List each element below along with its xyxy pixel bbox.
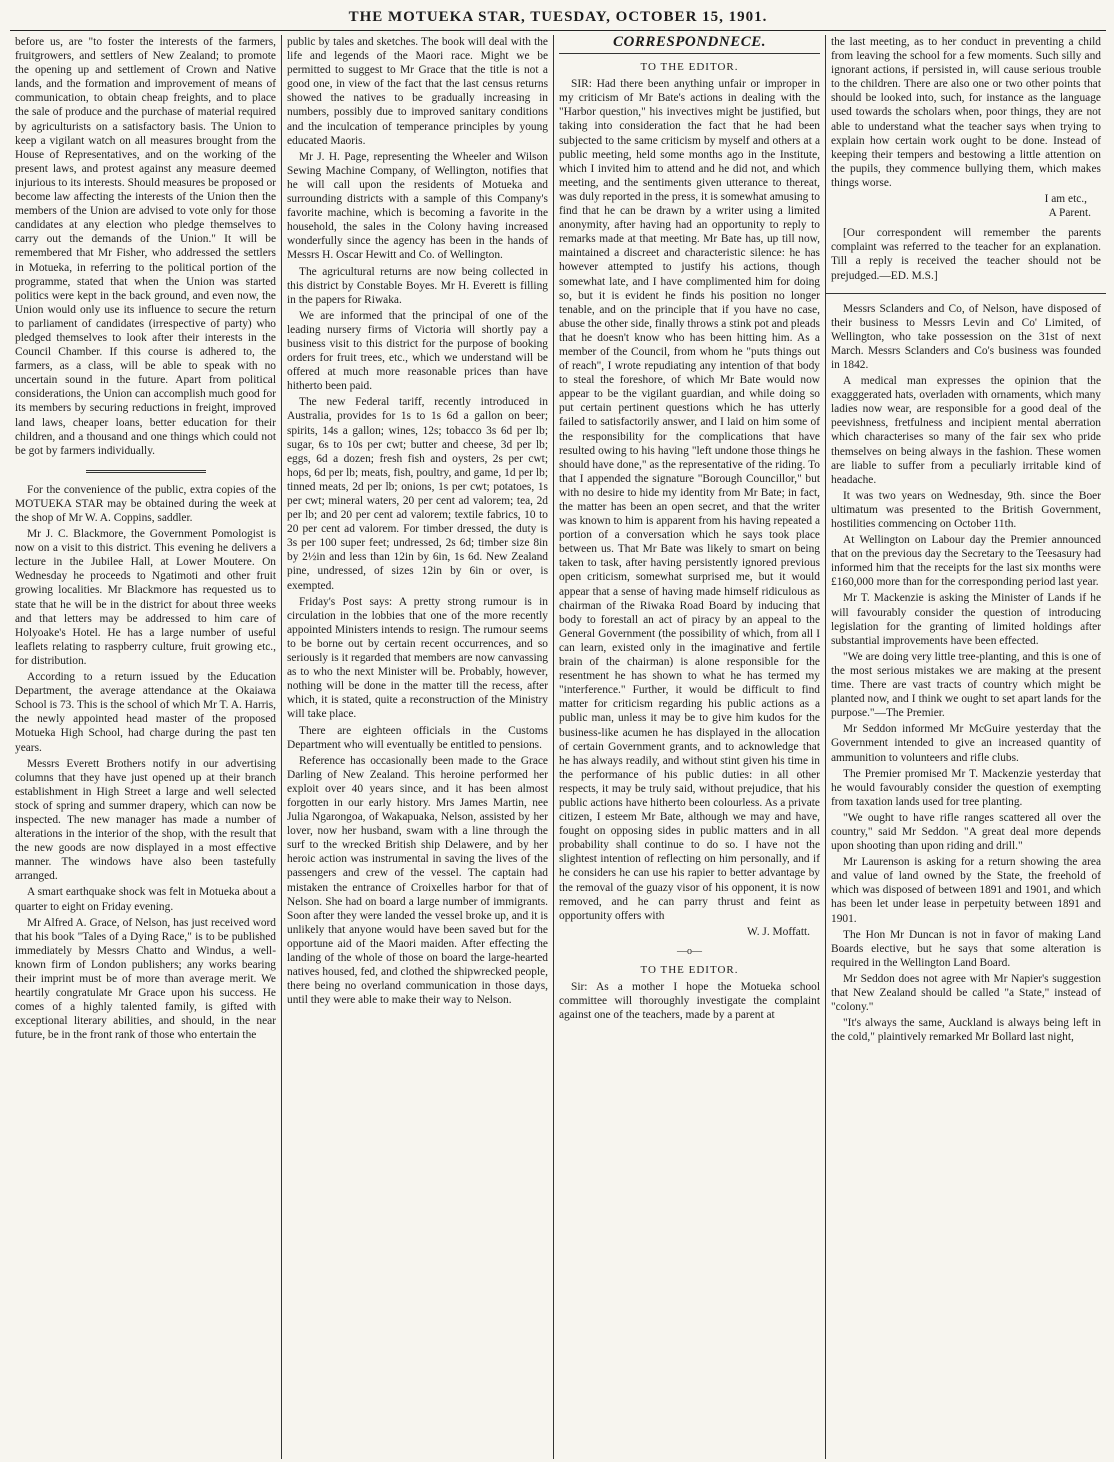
letter-signature: W. J. Moffatt. (747, 925, 810, 938)
article-everett-brothers: Messrs Everett Brothers notify in our advertising columns that they have just opened up at their branch establishment in High Street a large and well selected stock of spring and summer drapery, which can now be inspected. The new manager has made a number of alterations in the interior of the shop, with the result that the new goods are now displayed in a most effective manner. The windows have also been tastefully arranged. (15, 757, 276, 883)
column-4 (826, 35, 1106, 1459)
article-auckland: "It's always the same, Auckland is always being left in the cold," plaintively remarked Mr Bollard last night, (831, 1017, 1101, 1044)
article-extra-copies: For the convenience of the public, extra copies of the MOTUEKA STAR may be obtained during the week at the shop of Mr W. A. Coppins, saddler. (15, 483, 276, 524)
article-grace-book-cont: public by tales and sketches. The book will deal with the life and legends of the Maori race. Might we be permitted to suggest to Mr Grace that the title is not a good one, in view of the fact that the last census returns showed the natives to be gradually increasing in numbers, possibly due to improved sanitary conditions and the inculcation of temperance principles by young educated Maoris. (287, 36, 548, 147)
letter-signature: A Parent. (1048, 207, 1091, 220)
divider-mark: —o— (677, 945, 702, 957)
article-tree-planting: "We are doing very little tree-planting, and this is one of the most serious mistakes we are making at the present time. There are vast tracts of country which might be planted now, and I think we ought to set apart lands for the purpose."—The Premier. (831, 650, 1101, 720)
letter-parent: Sir: As a mother I hope the Motueka school committee will thoroughly investigate the complaint against one of the teachers, made by a parent at (559, 981, 820, 1022)
article-state-name: Mr Seddon does not agree with Mr Napier's suggestion that New Zealand should be called "a State," instead of "colony." (831, 972, 1101, 1014)
article-boer-ultimatum: It was two years on Wednesday, 9th. since the Boer ultimatum was presented to the British Government, hostilities commencing on October 11th. (831, 489, 1101, 530)
article-federal-tariff: The new Federal tariff, recently introduced in Australia, provides for 1s to 1s 6d a gallon on beer; spirits, 14s a gallon; wines, 12s; tobacco 3s 6d per lb; sugar, 6s to 10s per cwt; butter and cheese, 3d per lb; eggs, 6d a dozen; fresh fish and oysters, 2s per cwt; hops, 6d per lb; meats, fish, poultry, and game, 1d per lb; tinned meats, 2d per lb; onions, 1s per cwt; potatoes, 1s per cwt; mineral waters, 20 per cent ad valorem; tea, 2d per lb; and 20 per cent ad valorem; textile fabrics, 10 to 20 per cent ad valorem. For timber dressed, the duty is 3s per 100 super feet; undressed, 2s 6d; timber size 8in by 2½in and less than 12in by 6in, 1s 6d. New Zealand pine, undressed, of sizes 12in by 6in or over, is exempted. (287, 396, 548, 592)
article-hats-headache: A medical man expresses the opinion that the exagggerated hats, overladen with ornaments, which many ladies now wear, are responsible for a good deal of the peevishness, fretfulness and incipient mental aberration which characterises so many of the fair sex who pride themselves on being always in the fashion. These women are liable to suffer from a peculiarly irritable kind of headache. (831, 375, 1101, 486)
article-sclanders: Messrs Sclanders and Co, of Nelson, have disposed of their business to Messrs Levin and Co' Limited, of Wellington, who take possession on the 31st of next March. Messrs Sclanders and Co's business was founded in 1842. (831, 302, 1101, 371)
article-rifle-ranges: "We ought to have rifle ranges scattered all over the country," said Mr Seddon. "A great deal more depends upon shooting than upon riding and drill." (831, 811, 1101, 853)
column-3 (554, 35, 826, 1459)
article-tree-taxation: The Premier promised Mr T. Mackenzie yesterday that he would favourably consider the question of exempting from taxation lands used for tree planting. (831, 767, 1101, 808)
article-farmers-union-cont: before us, are "to foster the interests of the farmers, fruitgrowers, and settlers of New Zealand; to promote the opening up and settlement of Crown and Native lands, and the formation and improvement of means of communication, to obtain cheap freights, and to place the sale of produce and the purchase of material required by agriculturists on a satisfactory basis. The Union to keep a vigilant watch on all measures brought from the House of Representatives, and on the working of the present laws, and protest against any measure deemed injurious to its interests. Should measures be proposed or become law affecting the interests of the Union then the members of the Union are advised to vote only for those candidates at any election who pledge themselves to carry out the demands of the Union." It will be remembered that Mr Fisher, who addressed the settlers in Motueka, in referring to the political portion of the programme, stated that when the Union was started politics were kept in the back ground, and even now, the Union would only use its influence to secure the return to parliament of candidates (irrespective of party) who pledged themselves to look after their interests in the Council Chamber. If this course is adhered to, the farmers, as a class, will be able to speak with no uncertain sound in the future. Apart from political considerations, the Union can accomplish much good for its members by securing reductions in freight, improved land laws, cheaper loans, better education for their children, and a thousand and one things which could not be got by farmers individually. (15, 36, 276, 457)
letter-closing: I am etc., (1044, 193, 1087, 206)
article-land-boards: The Hon Mr Duncan is not in favor of making Land Boards elective, but he says that some alteration is required in the Wellington Land Board. (831, 928, 1101, 969)
article-treasury-receipts: At Wellington on Labour day the Premier announced that on the previous day the Secretary to the Teesasury had informed him that the receipts for the last six months were £160,000 more than for the corresponding period last year. (831, 534, 1101, 589)
masthead: THE MOTUEKA STAR, TUESDAY, OCTOBER 15, 1901. (10, 4, 1106, 31)
letter-parent-cont: the last meeting, as to her conduct in preventing a child from leaving the school for a few moments. Such silly and ignorant actions, if persisted in, will cause serious trouble to the children. There are also one or two other points that should be looked into, such, for instance as the language used towards the scholars when, poor things, they are not able to understand what the teacher says when trying to explain how certain work ought to be done. Instead of keeping their tempers and bestowing a little attention on the pupils, they commence bullying them, which makes things worse. (831, 36, 1101, 189)
letter-heading: TO THE EDITOR. (640, 61, 739, 74)
editor-note: [Our correspondent will remember the parents complaint was referred to the teacher for an explanation. Till a reply is received the teacher should not be prejudged.—ED. M.S.] (831, 227, 1101, 282)
column-divider-rule (86, 470, 206, 473)
article-grace-book: Mr Alfred A. Grace, of Nelson, has just received word that his book "Tales of a Dying Race," is to be published immediately by Messrs Chatto and Windus, a well-known firm of London publishers; any works bearing their imprint must be of more than average merit. We heartily congratulate Mr Grace upon his success. He comes of a highly talented family, is gifted with exceptional literary abilities, and should, in the near future, be in the front rank of those who entertain the (15, 916, 276, 1042)
article-customs-pensions: There are eighteen officials in the Customs Department who will eventually be entitled to pensions. (287, 724, 548, 751)
section-title-correspondence: CORRESPONDNECE. (559, 35, 820, 54)
article-agricultural-returns: The agricultural returns are now being collected in this district by Constable Boyes. Mr H. Everett is filling in the papers for Riwaka. (287, 265, 548, 306)
article-sewing-machine: Mr J. H. Page, representing the Wheeler and Wilson Sewing Machine Company, of Wellington, notifies that he will call upon the residents of Motueka and surrounding districts with a sample of this Company's favorite machine, which is becoming a favorite in the household, the sales in the Colony having increased wonderfully since the agency has been in the hands of Messrs H. Oscar Hewitt and Co. of Wellington. (287, 150, 548, 262)
article-okaiawa-school: According to a return issued by the Education Department, the average attendance at the Okaiawa School is 73. This is the school of which Mr T. A. Harris, the newly appointed head master of the proposed Motueka High School, had charge during the past ten years. (15, 671, 276, 754)
column-2 (282, 35, 554, 1459)
article-blackmore-visit: Mr J. C. Blackmore, the Government Pomologist is now on a visit to this district. This evening he delivers a lecture in the Jubilee Hall, at Lower Moutere. On Wednesday he proceeds to Ngatimoti and other fruit growing localities. Mr Blackmore has requested us to state that he will be in the district for about three weeks and that letters may be addressed to him care of Holyoake's Hotel. He has a large number of useful leaflets relating to raspberry culture, fruit growing etc., for distribution. (15, 528, 276, 667)
article-nursery-firm: We are informed that the principal of one of the leading nursery firms of Victoria will shortly pay a business visit to this district for the purpose of booking orders for fruit trees, etc., which we understand will be offered at much more reasonable prices than have hitherto been paid. (287, 309, 548, 393)
article-earthquake: A smart earthquake shock was felt in Motueka about a quarter to eight on Friday evening. (15, 886, 276, 913)
article-minister-rumour: Friday's Post says: A pretty strong rumour is in circulation in the lobbies that one of the more recently appointed Ministers intends to resign. The rumour seems to be borne out by certain recent occurrences, and so seriously is it regarded that members are now canvassing as to who the next Minister will be. Probably, however, nothing will be done in the matter till the recess, after which, it is stated, quite a reconstruction of the Ministry will take place. (287, 595, 548, 721)
article-laurenson-return: Mr Laurenson is asking for a return showing the area and value of land owned by the State, the freehold of which was disposed of between 1891 and 1901, and which has been let under lease in perpetuity between 1891 and 1901. (831, 856, 1101, 925)
article-ammunition: Mr Seddon informed Mr McGuire yesterday that the Government intended to give an increased quantity of ammunition to volunteers and rifle clubs. (831, 723, 1101, 764)
letter-heading: TO THE EDITOR. (640, 964, 739, 976)
column-1 (10, 35, 282, 1459)
letter-moffatt: SIR: Had there been anything unfair or improper in my criticism of Mr Bate's actions in dealing with the "Harbor question," his invectives might be justified, but taking into consideration the fact that he had been subjected to the same criticism by myself and others at a public meeting, held some months ago in the Institute, which I invited him to attend and he did not, and which meeting, and the sentiments given utterance to thereat, was duly reported in the press, it is somewhat amusing to find that he can be drawn by a writer using a limited anonymity, after having had an opportunity to reply to remarks made at that meeting. Mr Bate has, up till now, maintained a discreet and characteristic silence: he has however attempted to justify his actions, though somewhat late, and I have complimented him for doing so, but it is evident he finds his position no longer tenable, and on the principle that if you have no case, abuse the other side, finally throws a stink pot and pleads that he doesn't know who has been hitting him. As a member of the Council, from whom he "puts things out of reach", I wrote repudiating any intention of that body to steal the foreshore, of which Mr Bate would now appear to be the vigilant guardian, and while doing so put certain pertinent questions which he has utterly failed to satisfactorily answer, and I laid on him some of the responsibility for the complications that have resulted owing to his having "left undone those things he should have done," as the representative of the riding. To that I appended the signature "Borough Councillor," but with no desire to hide my identity from Mr Bate; in fact, the matter has been an open secret, and that the writer was known to him is apparent from his having repeated a portion of a conversation which he says took place between us. That Mr Bate was likely to smart on being taken to task, after having persistently ignored previous open criticism, somewhat surprised me, but it would appear that a sense of having made himself ridiculous as chairman of the Riwaka Road Board by inducing that body to forestall an act of piracy by an appeal to the General Government (the possibility of which, from all I can learn, existed only in the imaginative and fertile brain of the chairman) is alone responsible for the resentment he has shown to what he has termed my "interference." Further, it would be difficult to find matter for criticism regarding his public actions as a public man, unless it may be to give him kudos for the business-like acumen he has displayed in the allocation of certain Government grants, and to acknowledge that he has always readily, and without stint given his time in the performance of his public duties: in all other respects, it may be truly said, without prejudice, that his public actions have hitherto been colourless. As a private citizen, I esteem Mr Bate, although we may and have, fought on opposing sides in public matters and in all probability shall continue to do so. I have not the slightest intention of reflecting on him personally, and if he considers he can use his rapier to better advantage by the removal of the guazy visor of his opponent, it is now removed, and he can parry thrust and feint as opportunity offers with (559, 78, 820, 922)
article-grace-darling: Reference has occasionally been made to the Grace Darling of New Zealand. This heroine performed her exploit over 40 years since, and it has been almost forgotten in our early history. Mrs James Martin, nee Julia Ngarongoa, of Wakapuaka, Nelson, assisted by her lover, now her husband, swam with a line through the surf to the wrecked British ship Delawere, and by her heroic action was instrumental in saving the lives of the passengers and crew of the vessel. The captain had mistaken the entrance of Croixelles harbor for that of Nelson. She had on board a large number of immigrants. Soon after they were landed the vessel broke up, and it is unlikely that anyone would have been saved but for the opportune aid of the Maori maiden. After effecting the landing of the whole of those on board the large-hearted natives housed, fed, and clothed the shipwrecked people, there being no overland communication in those days, until they were able to make their way to Nelson. (287, 754, 548, 1007)
column-divider-rule (826, 293, 1106, 294)
column-container (10, 35, 1106, 1459)
article-mackenzie-holdings: Mr T. Mackenzie is asking the Minister of Lands if he will favourably consider the question of introducing legislation for the granting of limited holdings after substantial improvements have been effected. (831, 592, 1101, 647)
